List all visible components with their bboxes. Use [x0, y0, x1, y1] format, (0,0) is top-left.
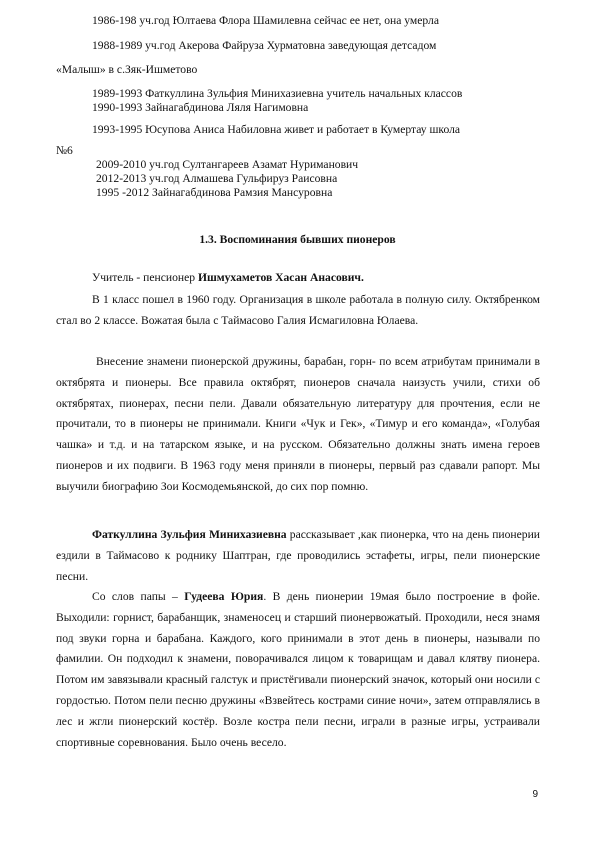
section-heading: 1.3. Воспоминания бывших пионеров [199, 233, 396, 246]
paragraph-4 [56, 587, 540, 753]
paragraph-1: В 1 класс пошел в 1960 году. Организация в школе работала в полную силу. Октябренком стал во 2 классе. Вожатая была с Таймасово Галия Исмагиловна Юлаева. [56, 293, 540, 327]
paragraph-2: Внесение знамени пионерской дружины, барабан, горн- по всем атрибутам принимали в октябрята и пионеры. Все правила октябрят, пионеров сначала наизусть учили, стихи об октябрятах, пионерах, песни пели. Давали обязательную литературу для прочтения, если не прочитали, то в пионеры не принимали. Книги «Чук и Гек», «Тимур и его команда», «Голубая чашка» и т.д. и на татарском языке, и на русском. Обязательно должны знать имена героев пионеров и их подвиги. В 1963 году меня приняли в пионеры, первый раз сдавали рапорт. Мы выучили биографию Зои Космодемьянской, до сих пор помню. [56, 355, 540, 493]
paragraph-4-text: . В день пионерии 19мая было построение в фойе. Выходили: горнист, барабанщик, знаменосец и старший пионервожатый. Проходили, неся знамя под звуки горна и барабана. Каждого, кого принимали в этот день в пионеры, называли по фамилии. Он подходил к знамени, поворачивался лицом к товарищам и давал клятву пионера. Потом им завязывали красный галстук и пристёгивали пионерский значок, который они носили с гордостью. Потом пели песню дружины «Взвейтесь кострами синие ночи», затем отправлялись в лес и жгли пионерский костёр. Возле костра пели песни, играли в разные игры, устраивали спортивные соревнования. Было очень весело. [56, 590, 540, 749]
list-item: 1995 -2012 Зайнагабдинова Рамзия Мансуровна [96, 186, 333, 199]
list-item: №6 [56, 144, 73, 157]
paragraph-3-text: рассказывает ,как пионерка, что на день пионерии ездили в Таймасово к роднику Шаптран, где проводились эстафеты, игры, пели пионерские песни. [56, 528, 540, 583]
list-item: 1989-1993 Фаткуллина Зульфия Минихазиевна учитель начальных классов [92, 87, 463, 100]
list-item: 1990-1993 Зайнагабдинова Ляля Нагимовна [92, 101, 309, 114]
list-item: 1988-1989 уч.год Акерова Файруза Хурматовна заведующая детсадом [92, 39, 437, 52]
intro-prefix: Учитель - пенсионер [92, 271, 198, 284]
intro-line [92, 271, 364, 285]
paragraph-3-name: Фаткуллина Зульфия Минихазиевна [92, 528, 287, 541]
list-item: «Малыш» в с.Зяк-Ишметово [56, 63, 198, 76]
list-item: 1993-1995 Юсупова Аниса Набиловна живет и работает в Кумертау школа [92, 123, 461, 136]
intro-name: Ишмухаметов Хасан Анасович. [197, 271, 364, 284]
list-item: 1986-198 уч.год Юлтаева Флора Шамилевна сейчас ее нет, она умерла [92, 14, 439, 27]
page-number: 9 [532, 789, 538, 800]
paragraph-4-prefix: Со слов папы – [92, 590, 185, 603]
paragraph-3 [56, 525, 540, 587]
paragraph-4-name: Гудеева Юрия [184, 590, 264, 603]
list-item: 2009-2010 уч.год Султангареев Азамат Нуриманович [96, 158, 359, 171]
list-item: 2012-2013 уч.год Алмашева Гульфируз Раисовна [96, 172, 338, 185]
